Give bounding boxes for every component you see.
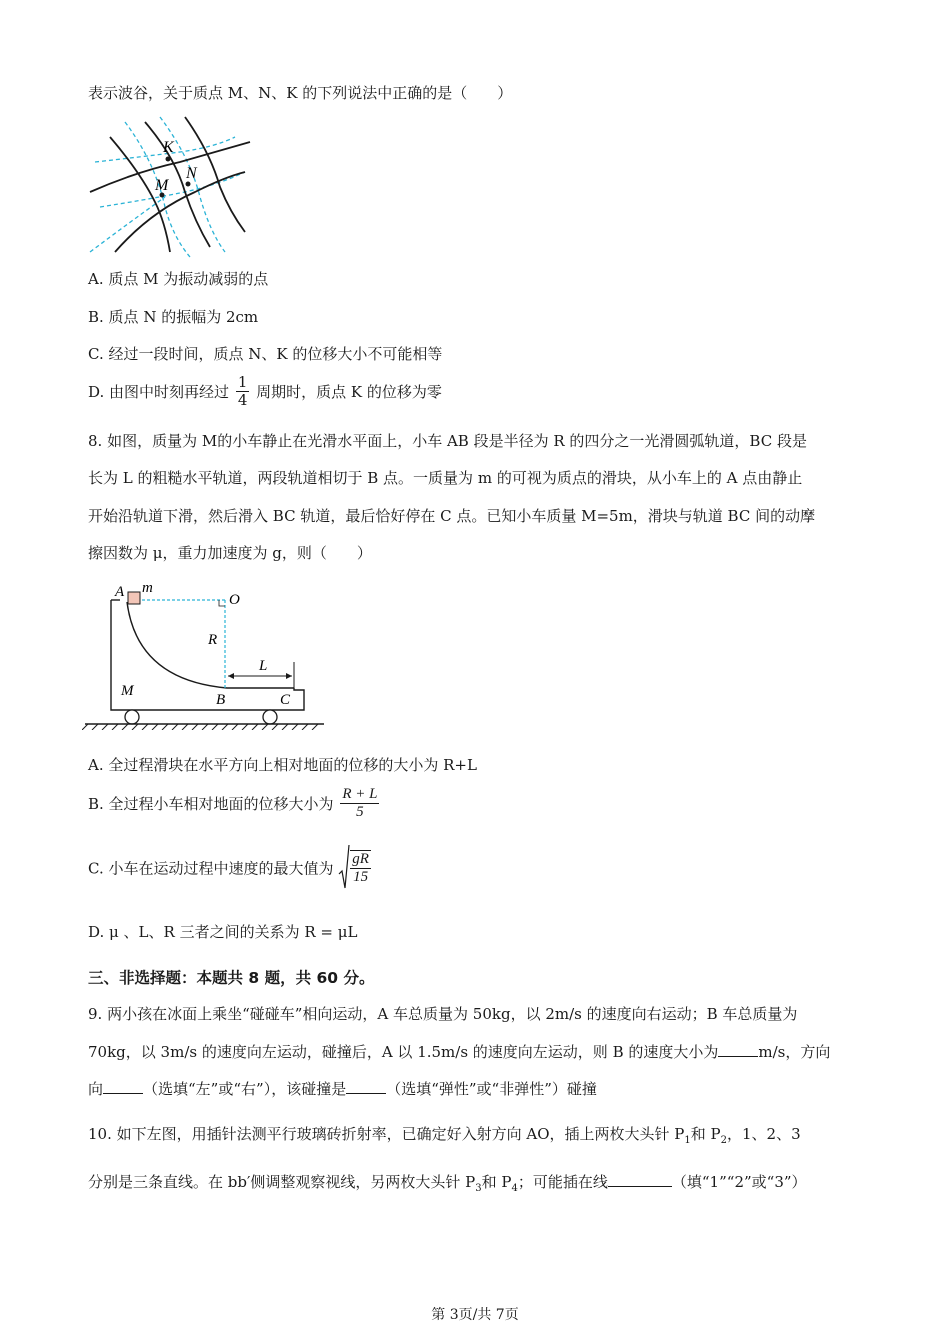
q9-line-3 [88, 1078, 597, 1099]
label-small-m: m [142, 580, 153, 596]
q8-option-b-pre: B. 全过程小车相对地面的位移大小为 [88, 795, 334, 813]
q10-line-1 [88, 1123, 801, 1146]
q10-line-2-mid2: ；可能插在线 [517, 1173, 608, 1191]
q9-line-2-post: m/s，方向 [758, 1043, 831, 1061]
q8-option-c-pre: C. 小车在运动过程中速度的最大值为 [88, 859, 334, 878]
wheel-right [263, 710, 277, 724]
label-k: K [163, 139, 174, 156]
q9-line-1: 9. 两小孩在冰面上乘坐“碰碰车”相向运动，A 车总质量为 50kg，以 2m/s 的速度向右运动；B 车总质量为 [88, 1005, 798, 1023]
q8-line-4: 擦因数为 μ，重力加速度为 g，则（ ） [88, 544, 372, 562]
fraction-den: 15 [353, 869, 369, 885]
subscript: 3 [475, 1183, 482, 1194]
radical-sign [338, 844, 350, 892]
wheel-left [125, 710, 139, 724]
subscript: 4 [511, 1183, 518, 1194]
q8-line-2: 长为 L 的粗糙水平轨道，两段轨道相切于 B 点。一质量为 m 的可视为质点的滑块，从小车上的 A 点由静止 [88, 469, 803, 487]
page-footer: 第 3页/共 7页 [431, 1307, 519, 1323]
fraction-den: 4 [237, 391, 248, 409]
q10-line-2-mid: 和 P [481, 1173, 512, 1191]
answer-blank-line[interactable] [608, 1172, 672, 1187]
label-o: O [229, 592, 240, 608]
q10-line-2-post: （填“1”“2”或“3”） [671, 1173, 807, 1191]
fraction-gr-over-15 [350, 850, 371, 886]
fraction-num: gR [352, 851, 369, 867]
fraction-num: R + L [342, 786, 378, 802]
fraction-den: 5 [356, 804, 364, 820]
q9-line-3-pre: 向 [88, 1080, 104, 1098]
q8-option-a: A. 全过程滑块在水平方向上相对地面的位移的大小为 R+L [88, 756, 477, 774]
q7-option-d-post: 周期时，质点 K 的位移为零 [256, 383, 442, 401]
fraction-quarter [236, 374, 250, 409]
intro-text: 表示波谷，关于质点 M、N、K 的下列说法中正确的是（ ） [88, 84, 513, 102]
q9-line-3-post: （选填“弹性”或“非弹性”）碰撞 [386, 1080, 597, 1098]
sqrt-expression [338, 844, 373, 892]
fraction-r-plus-l-over-5 [340, 786, 379, 821]
fraction-num: 1 [237, 373, 248, 391]
q8-option-d: D. μ 、L、R 三者之间的关系为 R = μL [88, 923, 358, 941]
label-n: N [186, 165, 197, 182]
label-a: A [115, 584, 125, 600]
q7-option-c: C. 经过一段时间，质点 N、K 的位移大小不可能相等 [88, 345, 443, 363]
q9-line-3-mid: （选填“左”或“右”），该碰撞是 [143, 1080, 347, 1098]
point-k [166, 157, 171, 162]
q8-option-c [88, 844, 373, 892]
q7-option-d [88, 374, 442, 409]
label-big-m: M [121, 683, 134, 699]
cart-track-figure [82, 580, 332, 730]
label-c: C [280, 692, 291, 708]
subscript: 1 [684, 1135, 691, 1146]
answer-blank-collision-type[interactable] [346, 1079, 386, 1094]
q7-option-b: B. 质点 N 的振幅为 2cm [88, 308, 259, 326]
q7-option-d-pre: D. 由图中时刻再经过 [88, 383, 230, 401]
cart-body [111, 600, 304, 710]
label-r: R [208, 632, 218, 648]
answer-blank-direction[interactable] [103, 1079, 143, 1094]
q10-line-2-pre: 分别是三条直线。在 bb′侧调整观察视线，另两枚大头针 P [88, 1173, 476, 1191]
arrow-head-right [286, 673, 292, 679]
q10-line-2 [88, 1171, 807, 1194]
ground-hatching [82, 724, 318, 730]
q8-line-3: 开始沿轨道下滑，然后滑入 BC 轨道，最后恰好停在 C 点。已知小车质量 M=5m，滑块与轨道 BC 间的动摩 [88, 507, 816, 525]
slider-block [128, 592, 140, 604]
q9-line-2 [88, 1041, 830, 1062]
subscript: 2 [720, 1135, 728, 1146]
label-l: L [259, 658, 268, 674]
q10-line-1-mid: 和 P [690, 1125, 721, 1143]
answer-blank-speed[interactable] [718, 1042, 758, 1057]
q7-option-a: A. 质点 M 为振动减弱的点 [88, 270, 269, 288]
q9-line-2-pre: 70kg，以 3m/s 的速度向左运动，碰撞后，A 以 1.5m/s 的速度向左运动，则 B 的速度大小为 [88, 1043, 719, 1061]
label-m: M [155, 177, 169, 194]
q8-line-1: 8. 如图，质量为 M的小车静止在光滑水平面上，小车 AB 段是半径为 R 的四分之一光滑圆弧轨道，BC 段是 [88, 432, 807, 450]
point-n [186, 182, 191, 187]
section-heading: 三、非选择题：本题共 8 题，共 60 分。 [88, 969, 375, 987]
crest-lines [90, 117, 250, 252]
q10-line-1-post: ，1、2、3 [727, 1125, 801, 1143]
q8-option-b [88, 786, 381, 821]
wave-interference-figure [85, 112, 255, 262]
arrow-head-left [228, 673, 234, 679]
label-b: B [216, 692, 226, 708]
q10-line-1-pre: 10. 如下左图，用插针法测平行玻璃砖折射率，已确定好入射方向 AO，插上两枚大头针 P [88, 1125, 685, 1143]
right-angle-mark [219, 600, 225, 606]
